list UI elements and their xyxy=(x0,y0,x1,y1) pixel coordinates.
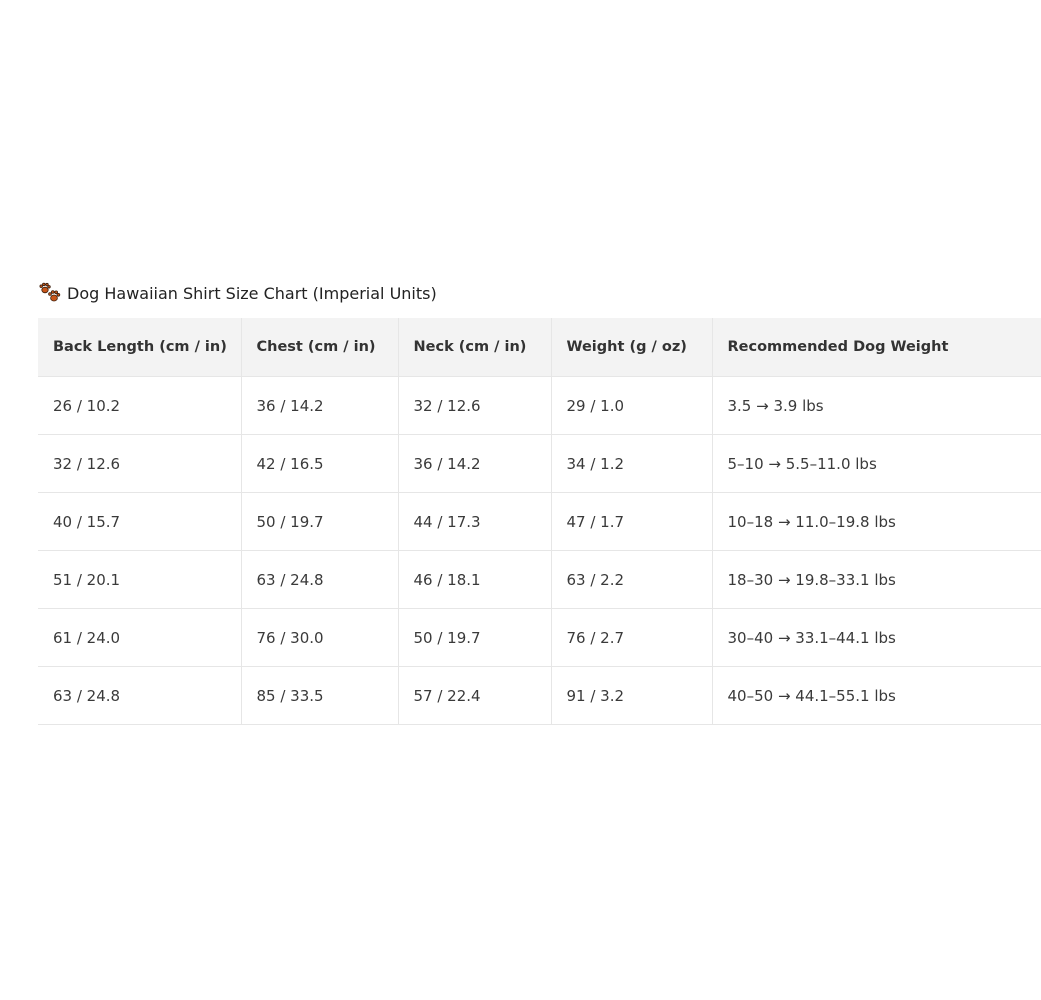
cell-neck: 50 / 19.7 xyxy=(398,609,551,667)
header-chest: Chest (cm / in) xyxy=(241,318,398,377)
cell-back-length: 32 / 12.6 xyxy=(38,435,241,493)
table-row xyxy=(38,493,1041,551)
table-header-row xyxy=(38,318,1041,377)
table-row xyxy=(38,551,1041,609)
cell-back-length: 40 / 15.7 xyxy=(38,493,241,551)
header-back-length: Back Length (cm / in) xyxy=(38,318,241,377)
chart-title-text: Dog Hawaiian Shirt Size Chart (Imperial Units) xyxy=(67,283,437,303)
table-row xyxy=(38,377,1041,435)
cell-neck: 46 / 18.1 xyxy=(398,551,551,609)
table-row xyxy=(38,609,1041,667)
chart-title xyxy=(38,280,437,306)
cell-chest: 76 / 30.0 xyxy=(241,609,398,667)
cell-recommended-weight: 3.5 → 3.9 lbs xyxy=(712,377,1041,435)
cell-neck: 36 / 14.2 xyxy=(398,435,551,493)
header-recommended-dog-weight: Recommended Dog Weight xyxy=(712,318,1041,377)
header-neck: Neck (cm / in) xyxy=(398,318,551,377)
cell-back-length: 61 / 24.0 xyxy=(38,609,241,667)
cell-recommended-weight: 30–40 → 33.1–44.1 lbs xyxy=(712,609,1041,667)
table-row xyxy=(38,667,1041,725)
cell-weight: 29 / 1.0 xyxy=(551,377,712,435)
cell-weight: 76 / 2.7 xyxy=(551,609,712,667)
cell-weight: 63 / 2.2 xyxy=(551,551,712,609)
cell-chest: 36 / 14.2 xyxy=(241,377,398,435)
cell-recommended-weight: 5–10 → 5.5–11.0 lbs xyxy=(712,435,1041,493)
size-chart-table xyxy=(38,318,1041,725)
cell-weight: 91 / 3.2 xyxy=(551,667,712,725)
cell-neck: 57 / 22.4 xyxy=(398,667,551,725)
header-weight: Weight (g / oz) xyxy=(551,318,712,377)
size-chart-table-container[interactable] xyxy=(38,318,949,725)
cell-back-length: 63 / 24.8 xyxy=(38,667,241,725)
cell-back-length: 26 / 10.2 xyxy=(38,377,241,435)
cell-neck: 44 / 17.3 xyxy=(398,493,551,551)
cell-recommended-weight: 18–30 → 19.8–33.1 lbs xyxy=(712,551,1041,609)
cell-weight: 34 / 1.2 xyxy=(551,435,712,493)
table-row xyxy=(38,435,1041,493)
cell-neck: 32 / 12.6 xyxy=(398,377,551,435)
cell-chest: 63 / 24.8 xyxy=(241,551,398,609)
cell-chest: 85 / 33.5 xyxy=(241,667,398,725)
cell-recommended-weight: 40–50 → 44.1–55.1 lbs xyxy=(712,667,1041,725)
paw-prints-icon xyxy=(38,281,62,305)
cell-chest: 42 / 16.5 xyxy=(241,435,398,493)
cell-weight: 47 / 1.7 xyxy=(551,493,712,551)
cell-back-length: 51 / 20.1 xyxy=(38,551,241,609)
cell-recommended-weight: 10–18 → 11.0–19.8 lbs xyxy=(712,493,1041,551)
cell-chest: 50 / 19.7 xyxy=(241,493,398,551)
